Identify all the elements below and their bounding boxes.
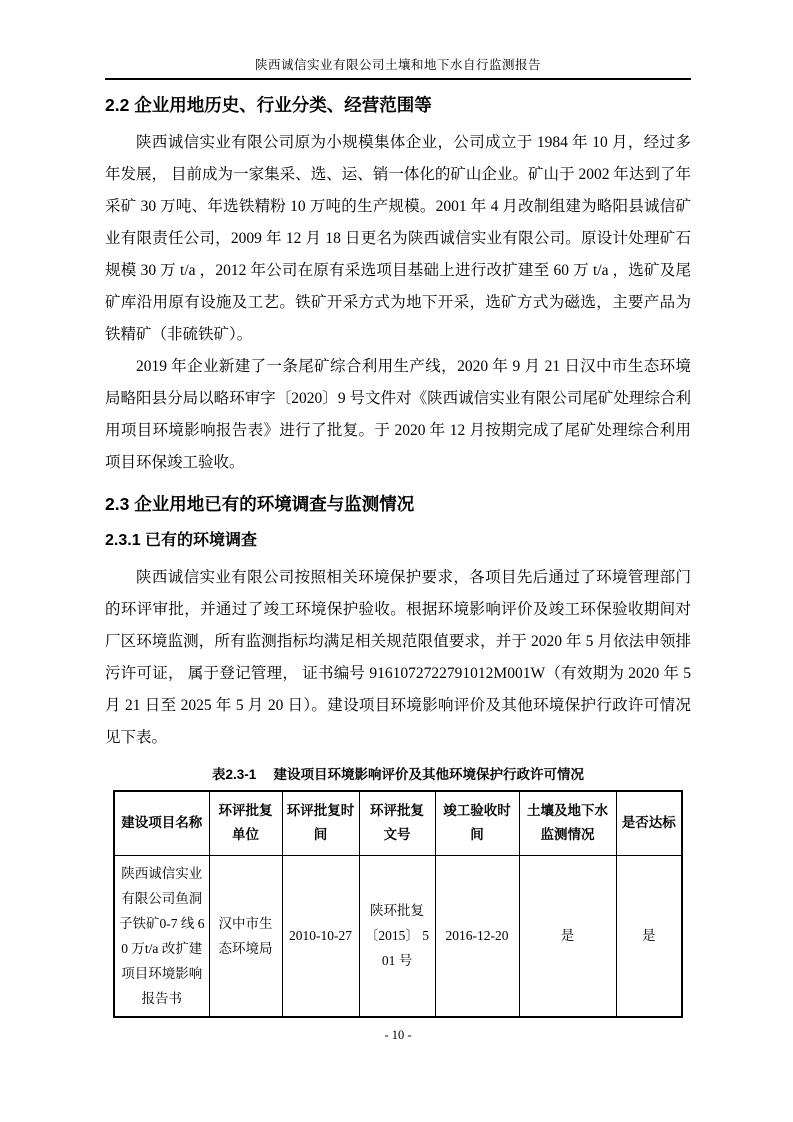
cell-eia-approval-unit: 汉中市生态环境局: [209, 855, 282, 1017]
section-heading-2-3: 2.3 企业用地已有的环境调查与监测情况: [105, 494, 415, 514]
section-heading-2-3-1: 2.3.1 已有的环境调查: [105, 532, 258, 549]
running-header-title: 陕西诚信实业有限公司土壤和地下水自行监测报告: [254, 58, 541, 72]
paragraph-company-history-1: 陕西诚信实业有限公司原为小规模集体企业，公司成立于 1984 年 10 月，经过多年发展， 目前成为一家集采、选、运、销一体化的矿山企业。矿山于 2002 年达到了年采矿 30 万吨、年选铁精粉 10 万吨的生产规模。2001 年 4 月改制组建为略阳县诚信矿业有限责任公司，2009 年 12 月 18 日更名为陕西诚信实业有限公司。原设计处理矿石规模 30 万 t/a ，2012 年公司在原有采选项目基础上进行改扩建至 60 万 t/a ，选矿及尾矿库沿用原有设施及工艺。铁矿开采方式为地下开采，选矿方式为磁选，主要产品为铁精矿（非硫铁矿）。: [105, 134, 691, 343]
cell-acceptance-time: 2016-12-20: [435, 855, 519, 1017]
col-header-eia-approval-doc-no: 环评批复文号: [359, 791, 435, 855]
cell-project-name: 陕西诚信实业有限公司鱼洞子铁矿0-7 线 60 万t/a 改扩建项目环境影响报告书: [114, 855, 209, 1017]
col-header-soil-groundwater-monitoring: 土壤及地下水监测情况: [519, 791, 616, 855]
paragraph-company-history-2: 2019 年企业新建了一条尾矿综合利用生产线，2020 年 9 月 21 日汉中市生态环境局略阳县分局以略环审字〔2020〕9 号文件对《陕西诚信实业有限公司尾矿处理综合利用项目环境影响报告表》进行了批复。于 2020 年 12 月按期完成了尾矿处理综合利用项目环保竣工验收。: [105, 358, 691, 471]
cell-eia-approval-time: 2010-10-27: [282, 855, 359, 1017]
col-header-project-name: 建设项目名称: [114, 791, 209, 855]
cell-eia-approval-doc-no: 陕环批复〔2015〕 501 号: [359, 855, 435, 1017]
table-caption: 表2.3-1 建设项目环境影响评价及其他环境保护行政许可情况: [211, 767, 585, 782]
paragraph-environmental-survey: 陕西诚信实业有限公司按照相关环境保护要求，各项目先后通过了环境管理部门的环评审批，并通过了竣工环境保护验收。根据环境影响评价及竣工环保验收期间对厂区环境监测，所有监测指标均满足相关规范限值要求，并于 2020 年 5 月依法申领排污许可证， 属于登记管理， 证书编号 9161072722791012M001W（有效期为 2020 年 5 月 21 日至 2025 年 5 月 20 日）。建设项目环境影响评价及其他环境保护行政许可情况见下表。: [105, 569, 691, 746]
col-header-eia-approval-unit: 环评批复单位: [209, 791, 282, 855]
page-number: - 10 -: [384, 1027, 412, 1042]
table-row: [114, 855, 682, 1017]
section-heading-2-2: 2.2 企业用地历史、行业分类、经营范围等: [105, 95, 432, 115]
cell-compliance: 是: [616, 855, 682, 1017]
col-header-compliance: 是否达标: [616, 791, 682, 855]
col-header-eia-approval-time: 环评批复时间: [282, 791, 359, 855]
table-header-row: [114, 791, 682, 855]
cell-soil-groundwater-monitoring: 是: [519, 855, 616, 1017]
col-header-acceptance-time: 竣工验收时间: [435, 791, 519, 855]
page-header: [105, 57, 691, 80]
eia-permit-table: [113, 790, 683, 1018]
